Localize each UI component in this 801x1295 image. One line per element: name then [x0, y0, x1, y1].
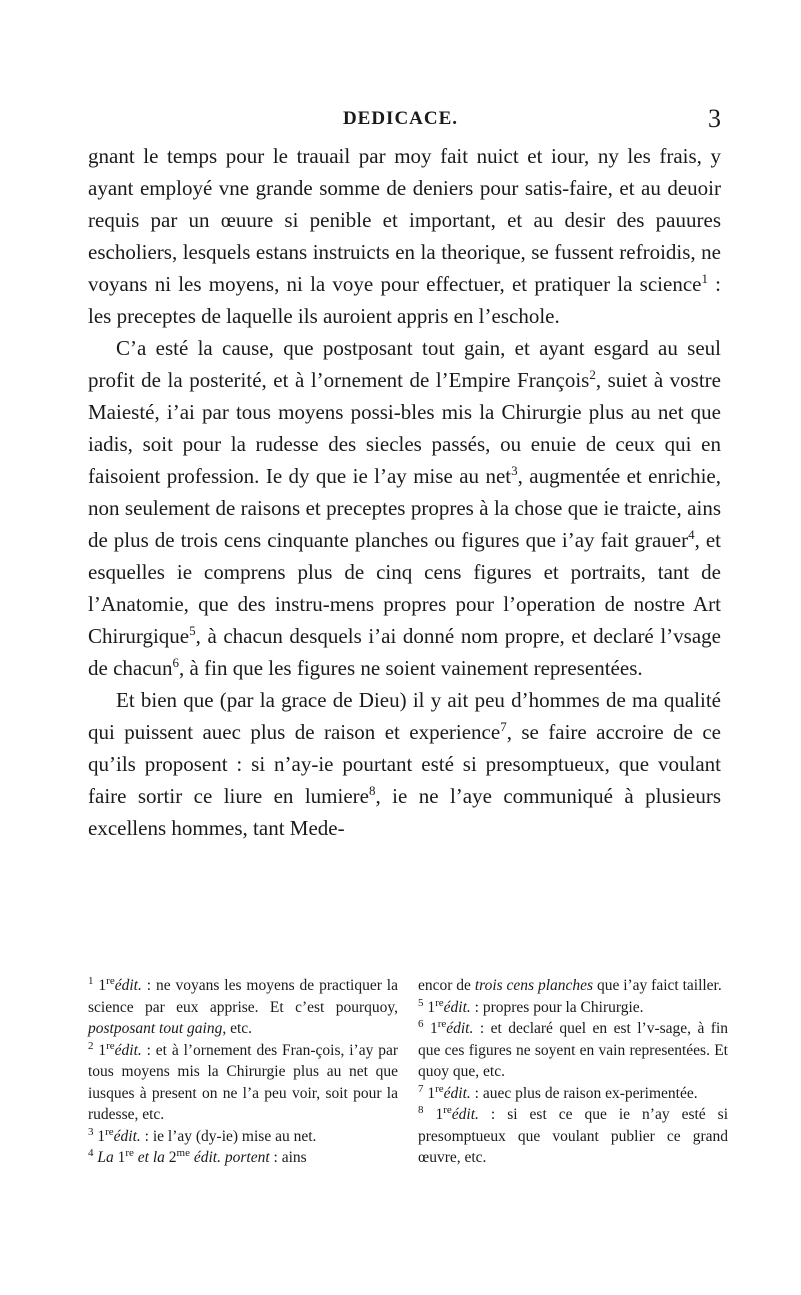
italic-text: édit. [451, 1106, 479, 1123]
text-run: 1 [98, 977, 107, 994]
superscript: 1 [701, 271, 708, 286]
italic-text: trois cens planches [474, 977, 594, 994]
text-run: , et esquelles ie comprens plus de cinq cens figures et portraits, tant de l’Anatomie, que des instru-mens propres pour l’operation de nostre Art Chirurgique [88, 528, 721, 648]
superscript: re [125, 1146, 134, 1159]
text-run: : et à l’ornement des Fran-çois, i’ay par tous moyens mis la Chirurgie plus au net que iusques à present on ne l’a peu voir, soit pour la rudesse, etc. [88, 1041, 398, 1123]
text-run: , augmentée et enrichie, non seulement de raisons et preceptes propres à la chose que ie traicte, ains de plus de trois cens cinquante planches ou figures que i’ay fait grauer [88, 464, 722, 552]
superscript: re [437, 1017, 447, 1030]
italic-text: La [97, 1149, 114, 1166]
footnote [88, 975, 398, 1040]
text-run: que i’ay faict tailler. [593, 977, 722, 994]
superscript: me [176, 1146, 190, 1159]
footnote [88, 1126, 398, 1148]
footnote [88, 1040, 398, 1126]
text-run: : ains [269, 1149, 307, 1166]
text-run: : auec plus de raison ex-perimentée. [470, 1084, 698, 1102]
text-run: 1 [113, 1149, 126, 1166]
footnote [418, 1018, 728, 1083]
superscript: 8 [368, 783, 376, 798]
text-run: , etc. [222, 1020, 253, 1037]
footnotes-left-column [88, 975, 398, 1169]
italic-text: édit. [114, 977, 142, 994]
footnote [418, 1083, 728, 1105]
text-run: : ie l’ay (dy-ie) mise au net. [140, 1127, 317, 1145]
text-run: 1 [423, 1020, 438, 1037]
text-run: : ne voyans les moyens de practiquer la science par eux apprise. Et c’est pourquoy, [88, 977, 398, 1016]
footnotes-right-column [418, 975, 728, 1169]
superscript: 2 [88, 1039, 94, 1052]
italic-text: édit. [114, 1041, 142, 1059]
superscript: 3 [511, 463, 518, 478]
text-run: C’a esté la cause, que postposant tout gain, et ayant esgard au seul profit de la posterité, et à l’ornement de l’Empire François [88, 336, 721, 392]
text-run: , ie ne l’aye communiqué à plusieurs excellens hommes, tant Mede- [88, 784, 721, 840]
italic-text: édit. [446, 1020, 474, 1037]
superscript: 1 [88, 974, 94, 987]
text-run: , à fin que les figures ne soient vainement representées. [179, 656, 643, 680]
text-run: 1 [93, 1127, 106, 1145]
text-run: : propres pour la Chirurgie. [470, 998, 644, 1016]
text-run: : si est ce que ie n’ay esté si presomptueux que voulant publier ce grand œuvre, etc. [418, 1106, 729, 1166]
italic-text: édit. [443, 1084, 471, 1102]
superscript: 8 [418, 1103, 424, 1116]
superscript: re [106, 974, 115, 987]
superscript: re [105, 1125, 114, 1138]
text-run: 1 [423, 1106, 444, 1123]
text-run: Et bien que (par la grace de Dieu) il y ait peu d’hommes de ma qualité qui puissent auec plus de raison et experience [88, 688, 721, 744]
text-run: 1 [423, 1084, 436, 1102]
superscript: re [443, 1103, 452, 1116]
superscript: re [435, 1082, 444, 1095]
running-title: DEDICACE. [342, 108, 459, 129]
text-run: 1 [93, 1041, 107, 1059]
superscript: 5 [189, 623, 196, 638]
footnote [418, 975, 728, 997]
italic-text: édit. portent [190, 1149, 270, 1166]
superscript: 2 [589, 367, 596, 382]
italic-text: et la [133, 1149, 169, 1166]
paragraph [88, 332, 721, 684]
superscript: 5 [418, 996, 424, 1009]
superscript: 3 [88, 1125, 94, 1138]
superscript: 7 [418, 1082, 424, 1095]
text-run: : les preceptes de laquelle ils auroient appris en l’eschole. [88, 272, 722, 328]
text-run: encor de [418, 977, 475, 994]
text-run: , se faire accroire de ce qu’ils proposent : si n’ay-ie pourtant esté si presomptueux, que voulant faire sortir ce liure en lumiere [88, 720, 721, 808]
superscript: re [435, 996, 444, 1009]
text-run: 1 [423, 998, 436, 1016]
footnote [88, 1147, 398, 1169]
superscript: re [106, 1039, 115, 1052]
paragraph [88, 684, 721, 844]
italic-text: édit. [113, 1127, 141, 1145]
italic-text: édit. [443, 998, 471, 1016]
text-run: , suiet à vostre Maiesté, i’ai par tous moyens possi-bles mis la Chirurgie plus au net que iadis, soit pour la rudesse des siecles passés, ou enuie de ceux qui en faisoient profession. Ie dy que ie l’ay mise au net [88, 368, 721, 488]
text-run: : et declaré quel en est l’v-sage, à fin que ces figures ne soyent en vain representées. Et quoy que, etc. [418, 1020, 729, 1080]
italic-text: postposant tout gaing [88, 1020, 223, 1037]
page-number: 3 [708, 104, 721, 133]
running-head [0, 104, 801, 138]
text-run: , à chacun desquels i’ai donné nom propre, et declaré l’vsage de chacun [88, 624, 721, 680]
footnotes [88, 975, 728, 1169]
superscript: 6 [172, 655, 180, 670]
text-run: 2 [168, 1149, 177, 1166]
footnote [418, 997, 728, 1019]
superscript: 7 [500, 719, 507, 734]
text-run: gnant le temps pour le trauail par moy fait nuict et iour, ny les frais, y ayant employé vne grande somme de deniers pour satis-faire, et au deuoir requis par un œuure si penible et important, et au desir des pauures escholiers, lesquels estans instruicts en la theorique, se fussent refroidis, ne voyans ni les moyens, ni la voye pour effectuer, et pratiquer la science [88, 144, 721, 296]
superscript: 6 [418, 1017, 424, 1030]
main-text-body [88, 140, 721, 844]
superscript: 4 [88, 1146, 94, 1159]
superscript: 4 [688, 527, 695, 542]
paragraph [88, 140, 721, 332]
footnote [418, 1104, 728, 1169]
